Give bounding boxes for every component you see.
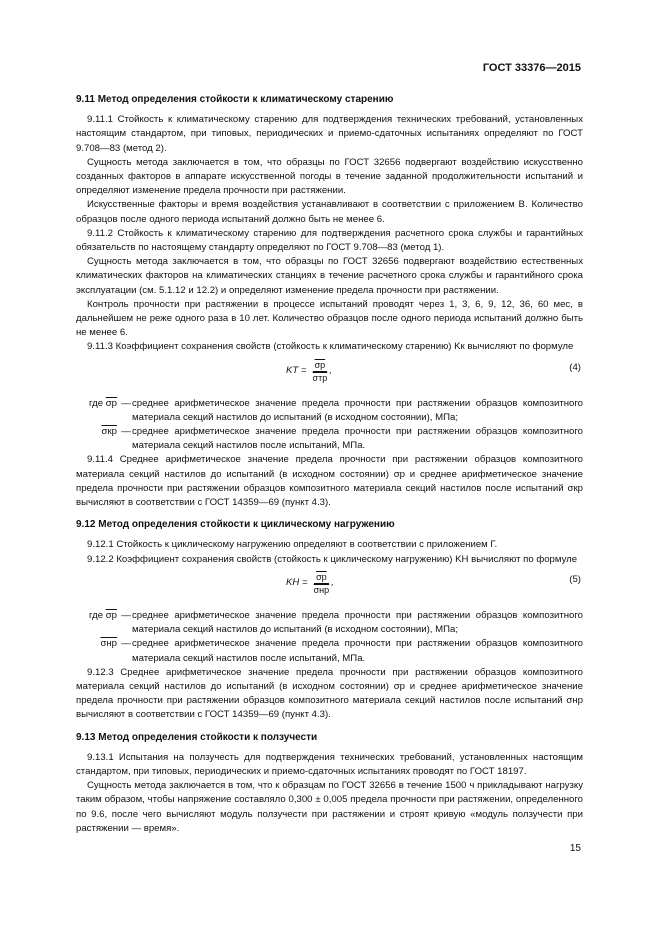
formula-lhs: KТ =: [286, 365, 307, 377]
section-title: 9.12 Метод определения стойкости к циклическому нагружению: [76, 519, 395, 531]
paragraph: 9.11.2 Стойкость к климатическому старению для подтверждения расчетного срока службы и гарантийных обязательств по настоящему стандарту определяют по ГОСТ 9.708—83 (метод 1).: [76, 227, 583, 254]
page-body: [76, 88, 583, 836]
formula-denominator: σтр: [312, 372, 328, 383]
paragraph: 9.11.1 Стойкость к климатическому старению для подтверждения технических требований, установленных настоящим стандартом, при типовых, периодических и приемо-сдаточных испытаниях определяют по ГОСТ 9.708—83 (метод 2).: [76, 114, 583, 154]
formula-tail: ,: [329, 365, 332, 377]
paragraph: 9.11.3 Коэффициент сохранения свойств (стойкость к климатическому старению) Kк вычисляют по формуле: [87, 341, 574, 353]
formula-4: [76, 357, 583, 393]
paragraph: 9.12.1 Стойкость к циклическому нагружению определяют в соответствии с приложением Г.: [87, 539, 498, 551]
paragraph: 9.12.2 Коэффициент сохранения свойств (стойкость к циклическому нагружению) KН вычисляют по формуле: [87, 553, 578, 565]
definition-symbol: где σр: [89, 609, 117, 621]
paragraph: Сущность метода заключается в том, что образцы по ГОСТ 32656 подвергают воздействию естественных климатических факторов на климатических станциях в течение расчетного срока службы и гарантийного срока эксплуатации (см. 5.1.12 и 12.2) и определяют изменение предела прочности при растяжении.: [76, 256, 583, 296]
paragraph: 9.13.1 Испытания на ползучесть для подтверждения технических требований, установленных настоящим стандартом, при типовых, периодических и приемо-сдаточных испытаниях проводят по ГОСТ 18197.: [76, 751, 583, 777]
definition-text: среднее арифметическое значение предела прочности при растяжении образцов композитного материала секций настилов после испытаний, МПа.: [132, 426, 583, 452]
section-title: 9.13 Метод определения стойкости к ползучести: [76, 731, 318, 743]
definitions: [76, 609, 583, 666]
definition-text: среднее арифметическое значение предела прочности при растяжении образцов композитного материала секций настилов после испытаний, МПа.: [132, 638, 583, 664]
definition-dash: —: [121, 609, 131, 621]
formula-denominator: σнр: [313, 584, 330, 595]
paragraph: Сущность метода заключается в том, что к образцам по ГОСТ 32656 в течение 1500 ч прикладывают нагрузку таким образом, чтобы напряжение составляло 0,300 ± 0,005 предела прочности при растяжении, определенного по 9.6, после чего вычисляют модуль ползучести при растяжении и строят кривую «модуль ползучести при растяжении — время».: [76, 780, 583, 834]
definition-symbol: σнр: [100, 638, 117, 650]
paragraph: Контроль прочности при растяжении в процессе испытаний проводят через 1, 3, 6, 9, 12, 36, 60 мес, в дальнейшем не реже одного раза в 10 лет. Количество образцов после одного периода испытаний должно быть не менее 6.: [76, 298, 583, 339]
formula-5: [76, 569, 583, 605]
section-title: 9.11 Метод определения стойкости к климатическому старению: [76, 94, 394, 105]
definition-dash: —: [121, 426, 131, 438]
formula-tail: ,: [331, 577, 334, 589]
document-number: ГОСТ 33376—2015: [482, 62, 581, 74]
definition-text: среднее арифметическое значение предела прочности при растяжении образцов композитного материала секций настилов до испытаний (в исходном состоянии), МПа;: [132, 609, 583, 636]
paragraph: Сущность метода заключается в том, что образцы по ГОСТ 32656 подвергают воздействию искусственно созданных факторов в аппарате искусственной погоды в течение заданной продолжительности испытаний и определяют изменение предела прочности при растяжении.: [76, 156, 583, 197]
paragraph: Искусственные факторы и время воздействия устанавливают в соответствии с приложением В. Количество образцов после одного периода испытаний должно быть не менее 6.: [76, 199, 583, 225]
formula-fraction: [311, 359, 330, 384]
definition-text: среднее арифметическое значение предела прочности при растяжении образцов композитного материала секций настилов до испытаний (в исходном состоянии), МПа;: [132, 397, 583, 423]
equation-number: (5): [569, 573, 581, 585]
definition-symbol: где σр: [89, 397, 117, 409]
paragraph: 9.12.3 Среднее арифметическое значение предела прочности при растяжении образцов композитного материала секций настилов до испытаний (в исходном состоянии) σр и среднее арифметическое значение предела прочности при растяжении образцов композитного материала секций настилов после испытаний σнр вычисляют в соответствии с ГОСТ 14359—69 (пункт 4.3).: [76, 666, 583, 721]
formula-numerator: σр: [316, 571, 327, 582]
equation-number: (4): [569, 361, 581, 373]
definitions: [76, 397, 583, 454]
formula-lhs: KН =: [286, 577, 308, 589]
definition-dash: —: [121, 638, 131, 650]
formula-numerator: σр: [314, 359, 326, 370]
definition-symbol: σкр: [101, 426, 117, 438]
page-number: 15: [569, 843, 581, 854]
definition-dash: —: [121, 397, 131, 409]
paragraph: 9.11.4 Среднее арифметическое значение предела прочности при растяжении образцов композитного материала секций настилов до испытаний (в исходном состоянии) σр и среднее арифметическое значение предела прочности при растяжении образцов композитного материала секций настилов после испытаний σкр вычисляют в соответствии с ГОСТ 14359—69 (пункт 4.3).: [76, 454, 583, 509]
formula-fraction: [312, 571, 332, 596]
